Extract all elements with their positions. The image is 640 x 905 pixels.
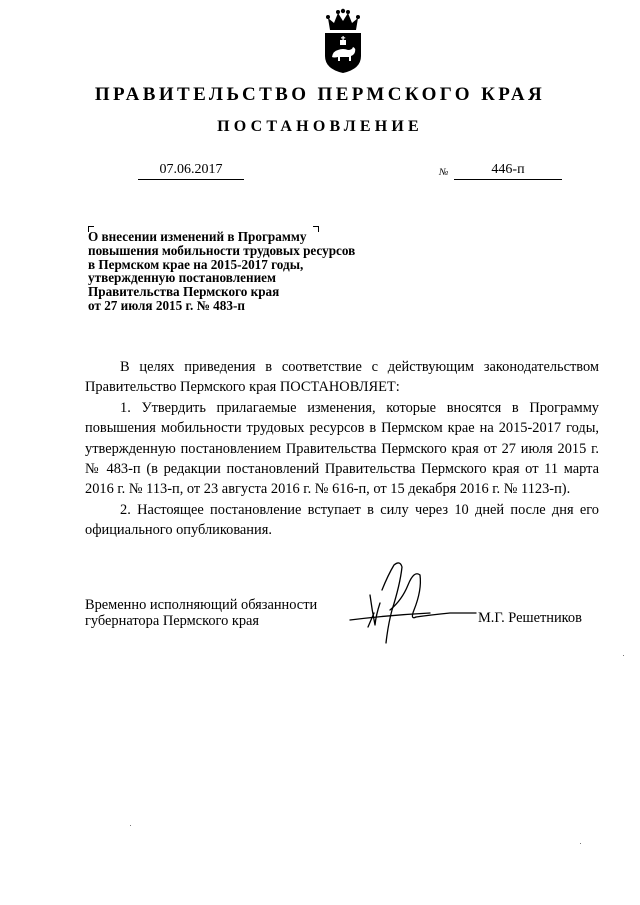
document-type: ПОСТАНОВЛЕНИЕ: [217, 118, 423, 135]
scan-speck: [623, 655, 624, 656]
scan-speck: [130, 825, 131, 826]
signatory-name: М.Г. Решетников: [478, 610, 582, 626]
document-body: [85, 357, 599, 541]
number-sign: №: [439, 167, 449, 178]
body-paragraph: В целях приведения в соответствие с действующим законодательством Правительство Пермского края ПОСТАНОВЛЯЕТ:: [85, 359, 599, 396]
subject-line: утвержденную постановлением: [88, 270, 277, 286]
scan-speck: [580, 843, 581, 844]
government-title: ПРАВИТЕЛЬСТВО ПЕРМСКОГО КРАЯ: [94, 84, 546, 105]
position-line: Временно исполняющий обязанности: [85, 597, 318, 613]
subject-line: в Пермском крае на 2015-2017 годы,: [88, 256, 304, 272]
body-paragraph: 2. Настоящее постановление вступает в силу через 10 дней после дня его официального опубликования.: [85, 501, 599, 539]
document-number: 446-п: [454, 161, 562, 180]
subject-line: О внесении изменений в Программу: [88, 229, 307, 244]
position-line: губернатора Пермского края: [85, 613, 260, 629]
signatory-position: [85, 597, 317, 629]
subject-line: от 27 июля 2015 г. № 483-п: [88, 297, 245, 313]
document-subject: [88, 229, 356, 313]
coat-of-arms-icon: [322, 8, 364, 74]
subject-line: Правительства Пермского края: [88, 284, 280, 300]
document-date: 07.06.2017: [138, 161, 244, 180]
handwritten-signature: [330, 555, 480, 655]
subject-line: повышения мобильности трудовых ресурсов: [88, 242, 356, 258]
body-paragraph: 1. Утвердить прилагаемые изменения, которые вносятся в Программу повышения мобильности трудовых ресурсов в Пермском крае на 2015-2017 годы, утвержденную постановлением Правительства Пермского края от 27 июля 2015 г. № 483-п (в редакции постановлений Правительства Пермского края от 11 марта 2016 г. № 113-п, от 23 августа 2016 г. № 616-п, от 15 декабря 2016 г. № 1123-п).: [85, 399, 599, 498]
